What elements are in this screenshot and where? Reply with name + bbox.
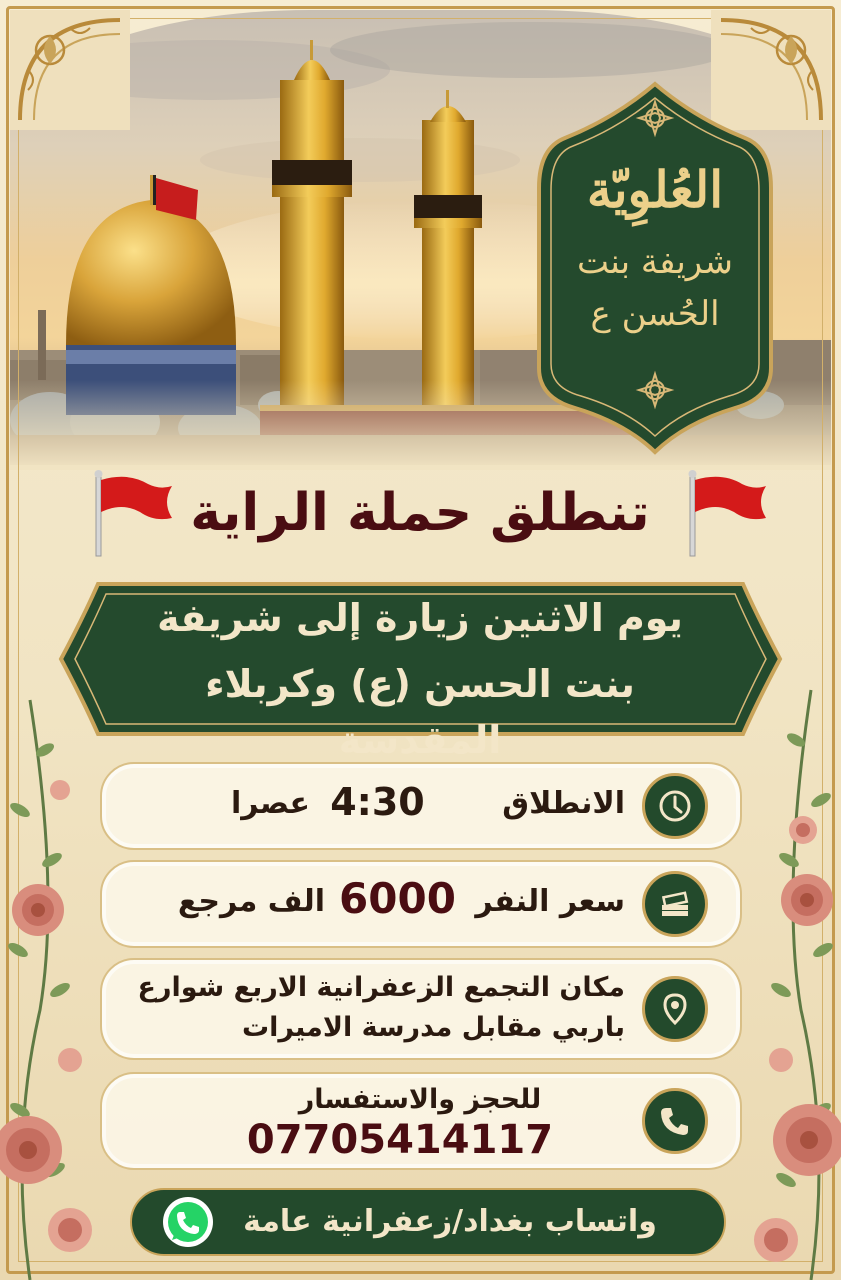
price-unit: الف مرجع — [177, 884, 325, 919]
location-line2: باربي مقابل مدرسة الاميرات — [241, 1012, 625, 1043]
headline: تنطلق حملة الراية — [190, 483, 650, 543]
money-stack-icon — [642, 871, 708, 937]
price-amount: 6000 — [339, 874, 456, 923]
booking-label: للحجز والاستفسار — [298, 1084, 542, 1115]
trip-line1: يوم الاثنين زيارة إلى شريفة — [157, 596, 683, 640]
departure-time: 4:30 — [330, 780, 425, 824]
departure-label: الانطلاق — [502, 786, 625, 821]
whatsapp-icon[interactable] — [160, 1194, 216, 1250]
clock-icon — [642, 773, 708, 839]
location-pin-icon — [642, 976, 708, 1042]
booking-phone[interactable]: 07705414117 — [246, 1117, 554, 1163]
trip-line2: بنت الحسن (ع) وكربلاء المقدسة — [205, 662, 635, 762]
badge-subtitle-line1: شريفة بنت — [576, 242, 734, 282]
departure-period: عصرا — [231, 786, 310, 821]
whatsapp-text: واتساب بغداد/زعفرانية عامة — [243, 1204, 657, 1239]
red-flag-icon — [88, 468, 178, 558]
location-line1: مكان التجمع الزعفرانية الاربع شوارع — [137, 972, 625, 1003]
corner-ornament-left — [10, 10, 130, 130]
floral-border-right — [731, 680, 841, 1280]
red-flag-icon — [682, 468, 772, 558]
badge-subtitle-line2: الحُسن ع — [590, 294, 720, 334]
floral-border-left — [0, 690, 110, 1280]
price-label: سعر النفر — [475, 884, 625, 919]
phone-icon — [642, 1088, 708, 1154]
badge-title: العُلوِيّة — [586, 160, 724, 219]
